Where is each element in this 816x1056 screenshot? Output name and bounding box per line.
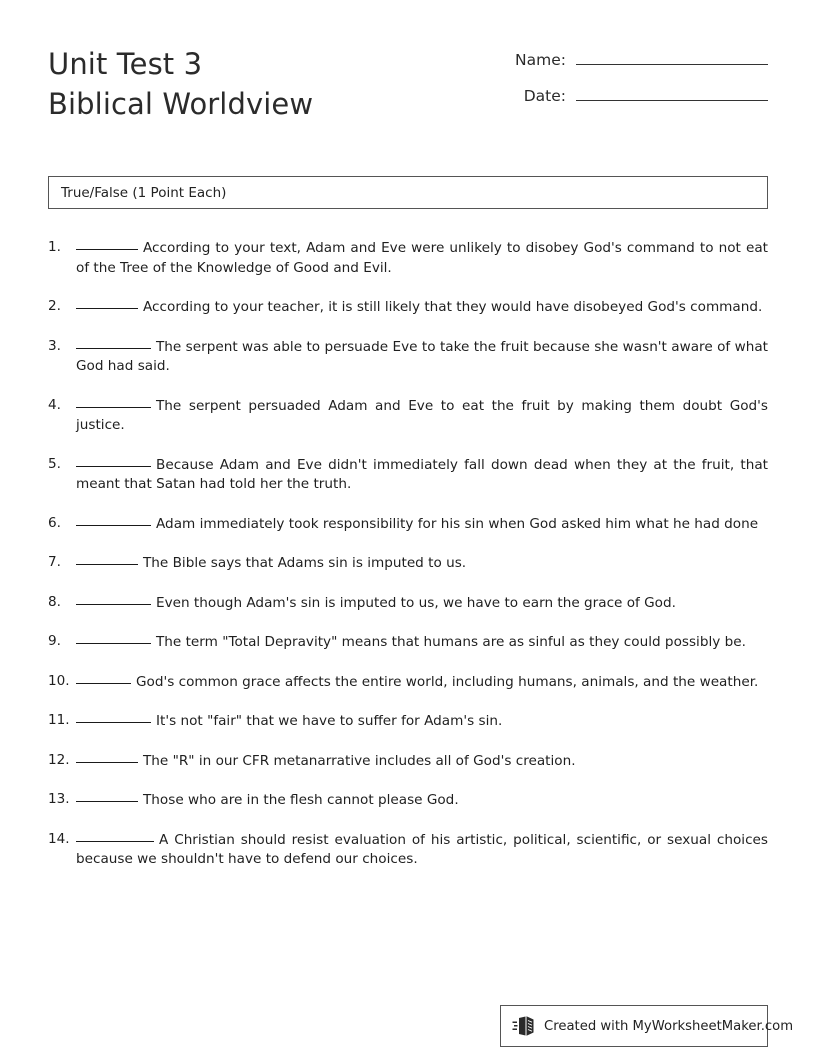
answer-blank[interactable]	[76, 632, 151, 644]
question-item	[48, 396, 768, 436]
question-item	[48, 238, 768, 278]
worksheet-maker-logo-icon	[512, 1014, 536, 1038]
question-item	[48, 553, 768, 574]
answer-blank[interactable]	[76, 455, 151, 467]
question-text: According to your text, Adam and Eve were unlikely to disobey God's command to not eat of the Tree of the Knowledge of Good and Evil.	[76, 240, 768, 276]
worksheet-maker-badge[interactable]	[500, 1005, 794, 1047]
question-number: 3.	[48, 337, 61, 354]
name-field-row	[500, 50, 768, 69]
question-number: 5.	[48, 455, 61, 472]
question-item	[48, 751, 768, 772]
answer-blank[interactable]	[76, 711, 151, 723]
question-text: The Bible says that Adams sin is imputed to us.	[143, 555, 467, 571]
question-text: The "R" in our CFR metanarrative includes all of God's creation.	[143, 752, 576, 769]
question-number: 11.	[48, 712, 70, 728]
question-item	[48, 593, 768, 614]
question-item	[48, 711, 768, 732]
question-item	[48, 455, 768, 495]
answer-blank[interactable]	[76, 553, 138, 565]
question-text: God's common grace affects the entire world, including humans, animals, and the weather.	[136, 673, 759, 690]
question-text: It's not "fair" that we have to suffer for Adam's sin.	[156, 713, 503, 729]
answer-blank[interactable]	[76, 830, 154, 842]
question-number: 13.	[48, 791, 70, 807]
question-item	[48, 632, 768, 653]
question-number: 1.	[48, 239, 61, 255]
answer-blank[interactable]	[76, 751, 138, 763]
page-title	[48, 44, 313, 124]
answer-blank[interactable]	[76, 593, 151, 605]
question-text: Adam immediately took responsibility for his sin when God asked him what he had done	[156, 515, 759, 532]
date-label: Date:	[523, 87, 566, 105]
answer-blank[interactable]	[76, 790, 138, 802]
question-text: A Christian should resist evaluation of his artistic, political, scientific, or sexual choices because we shouldn't have to defend our choices.	[76, 831, 768, 867]
section-header-label: True/False (1 Point Each)	[61, 184, 227, 201]
question-item	[48, 337, 768, 377]
question-number: 12.	[48, 751, 70, 768]
question-number: 10.	[48, 672, 70, 689]
section-header-box	[48, 176, 768, 209]
question-item	[48, 514, 768, 535]
answer-blank[interactable]	[76, 238, 138, 250]
question-text: Because Adam and Eve didn't immediately fall down dead when they at the fruit, that meant that Satan had told her the truth.	[76, 456, 768, 492]
name-input-line[interactable]	[576, 50, 768, 65]
student-info-block	[500, 50, 768, 122]
question-text: Those who are in the flesh cannot please God.	[143, 792, 459, 808]
question-number: 7.	[48, 554, 61, 570]
question-item	[48, 830, 768, 870]
question-number: 6.	[48, 514, 61, 531]
question-item	[48, 297, 768, 318]
question-item	[48, 672, 768, 693]
worksheet-header	[48, 44, 768, 124]
title-line-2: Biblical Worldview	[48, 87, 314, 121]
answer-blank[interactable]	[76, 672, 131, 684]
question-text: The serpent persuaded Adam and Eve to eat the fruit by making them doubt God's justice.	[76, 397, 768, 433]
answer-blank[interactable]	[76, 337, 151, 349]
answer-blank[interactable]	[76, 297, 138, 309]
date-input-line[interactable]	[576, 86, 768, 101]
title-line-1: Unit Test 3	[48, 47, 203, 81]
question-text: According to your teacher, it is still likely that they would have disobeyed God's command.	[143, 299, 763, 315]
name-label: Name:	[515, 51, 566, 69]
worksheet-maker-badge-label: Created with MyWorksheetMaker.com	[544, 1018, 794, 1034]
question-number: 2.	[48, 298, 61, 314]
question-number: 4.	[48, 396, 61, 413]
question-item	[48, 790, 768, 811]
question-number: 14.	[48, 830, 70, 847]
answer-blank[interactable]	[76, 514, 151, 526]
question-list	[48, 238, 768, 889]
question-text: Even though Adam's sin is imputed to us, we have to earn the grace of God.	[156, 594, 676, 611]
question-text: The term "Total Depravity" means that humans are as sinful as they could possibly be.	[156, 634, 746, 650]
date-field-row	[500, 86, 768, 105]
question-text: The serpent was able to persuade Eve to take the fruit because she wasn't aware of what God had said.	[76, 338, 768, 374]
question-number: 8.	[48, 593, 61, 610]
question-number: 9.	[48, 633, 61, 649]
answer-blank[interactable]	[76, 396, 151, 408]
